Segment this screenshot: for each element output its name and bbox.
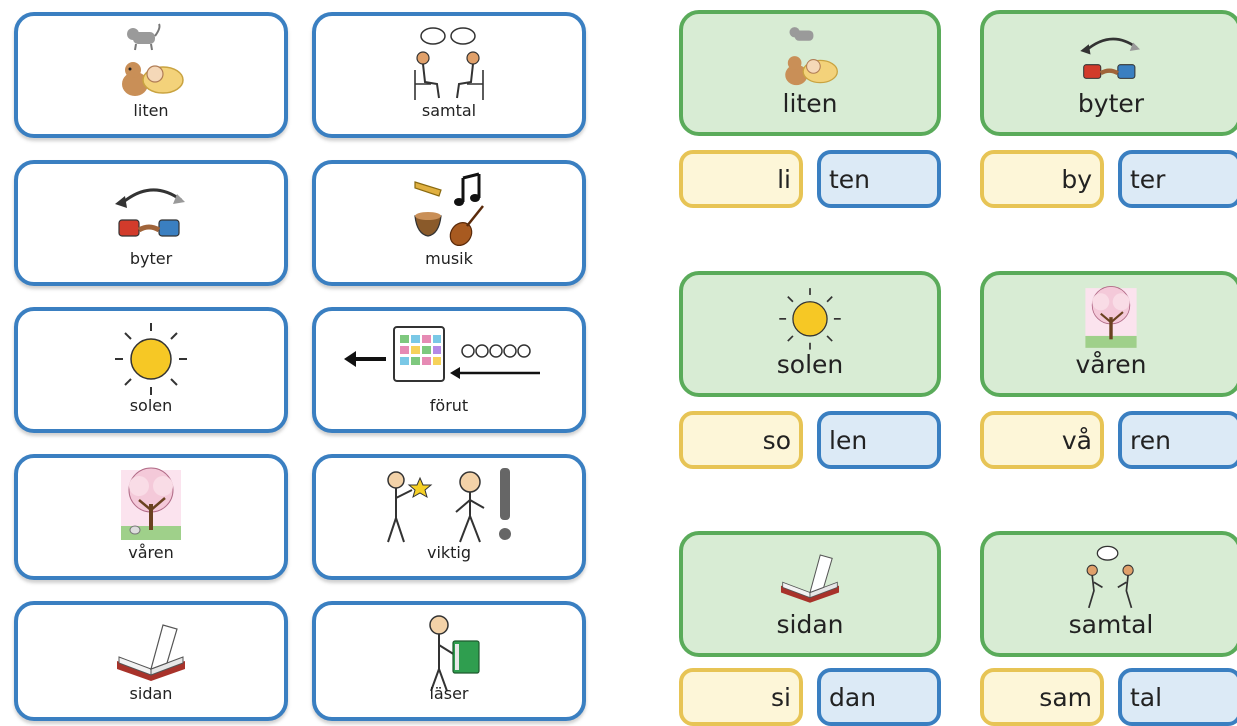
word-card-solen[interactable] (14, 307, 288, 433)
swap-icon (111, 170, 191, 252)
syllable-first[interactable]: si (679, 668, 803, 726)
word-label: solen (129, 396, 173, 415)
word-card-samtal[interactable] (312, 12, 586, 138)
important-icon (374, 464, 524, 546)
word-label: samtal (421, 101, 477, 120)
music-instruments-icon (409, 170, 489, 252)
blossom-tree-icon (111, 464, 191, 546)
syllable-card-solen[interactable] (679, 271, 941, 397)
syllable-card-sidan[interactable] (679, 531, 941, 657)
calendar-past-icon (344, 317, 554, 399)
word-label: liten (782, 89, 838, 118)
word-label: solen (776, 350, 844, 379)
word-label: våren (1075, 350, 1147, 379)
word-label: sidan (776, 610, 844, 639)
sun-icon (111, 317, 191, 399)
syllable-second[interactable]: ten (817, 150, 941, 208)
syllable-first[interactable]: sam (980, 668, 1104, 726)
word-label: musik (425, 249, 473, 268)
word-label: byter (129, 249, 173, 268)
word-card-musik[interactable] (312, 160, 586, 286)
syllable-second[interactable]: ter (1118, 150, 1237, 208)
syllable-first[interactable]: by (980, 150, 1104, 208)
open-book-icon (111, 611, 191, 693)
word-label: samtal (1068, 610, 1154, 639)
baby-animals-icon (111, 22, 191, 104)
word-card-viktig[interactable] (312, 454, 586, 580)
word-card-liten[interactable] (14, 12, 288, 138)
word-card-laser[interactable] (312, 601, 586, 721)
word-card-forut[interactable] (312, 307, 586, 433)
person-reading-icon (409, 611, 489, 693)
word-label: sidan (129, 684, 173, 703)
syllable-second[interactable]: ren (1118, 411, 1237, 469)
word-label: läser (429, 684, 469, 703)
syllable-first[interactable]: vå (980, 411, 1104, 469)
word-label: viktig (426, 543, 472, 562)
word-card-varen[interactable] (14, 454, 288, 580)
syllable-first[interactable]: li (679, 150, 803, 208)
word-label: byter (1077, 89, 1145, 118)
blossom-tree-icon (1076, 283, 1146, 353)
syllable-second[interactable]: len (817, 411, 941, 469)
sun-icon (775, 283, 845, 353)
conversation-icon (409, 22, 489, 104)
syllable-card-liten[interactable] (679, 10, 941, 136)
baby-animals-icon (775, 22, 845, 92)
word-label: liten (133, 101, 169, 120)
word-label: förut (429, 396, 469, 415)
syllable-second[interactable]: tal (1118, 668, 1237, 726)
syllable-first[interactable]: so (679, 411, 803, 469)
syllable-card-byter[interactable] (980, 10, 1237, 136)
syllable-card-samtal[interactable] (980, 531, 1237, 657)
swap-icon (1076, 22, 1146, 92)
word-card-byter[interactable] (14, 160, 288, 286)
word-label: våren (128, 543, 174, 562)
conversation-icon (1076, 543, 1146, 613)
word-card-sidan[interactable] (14, 601, 288, 721)
syllable-card-varen[interactable] (980, 271, 1237, 397)
open-book-icon (775, 543, 845, 613)
syllable-second[interactable]: dan (817, 668, 941, 726)
